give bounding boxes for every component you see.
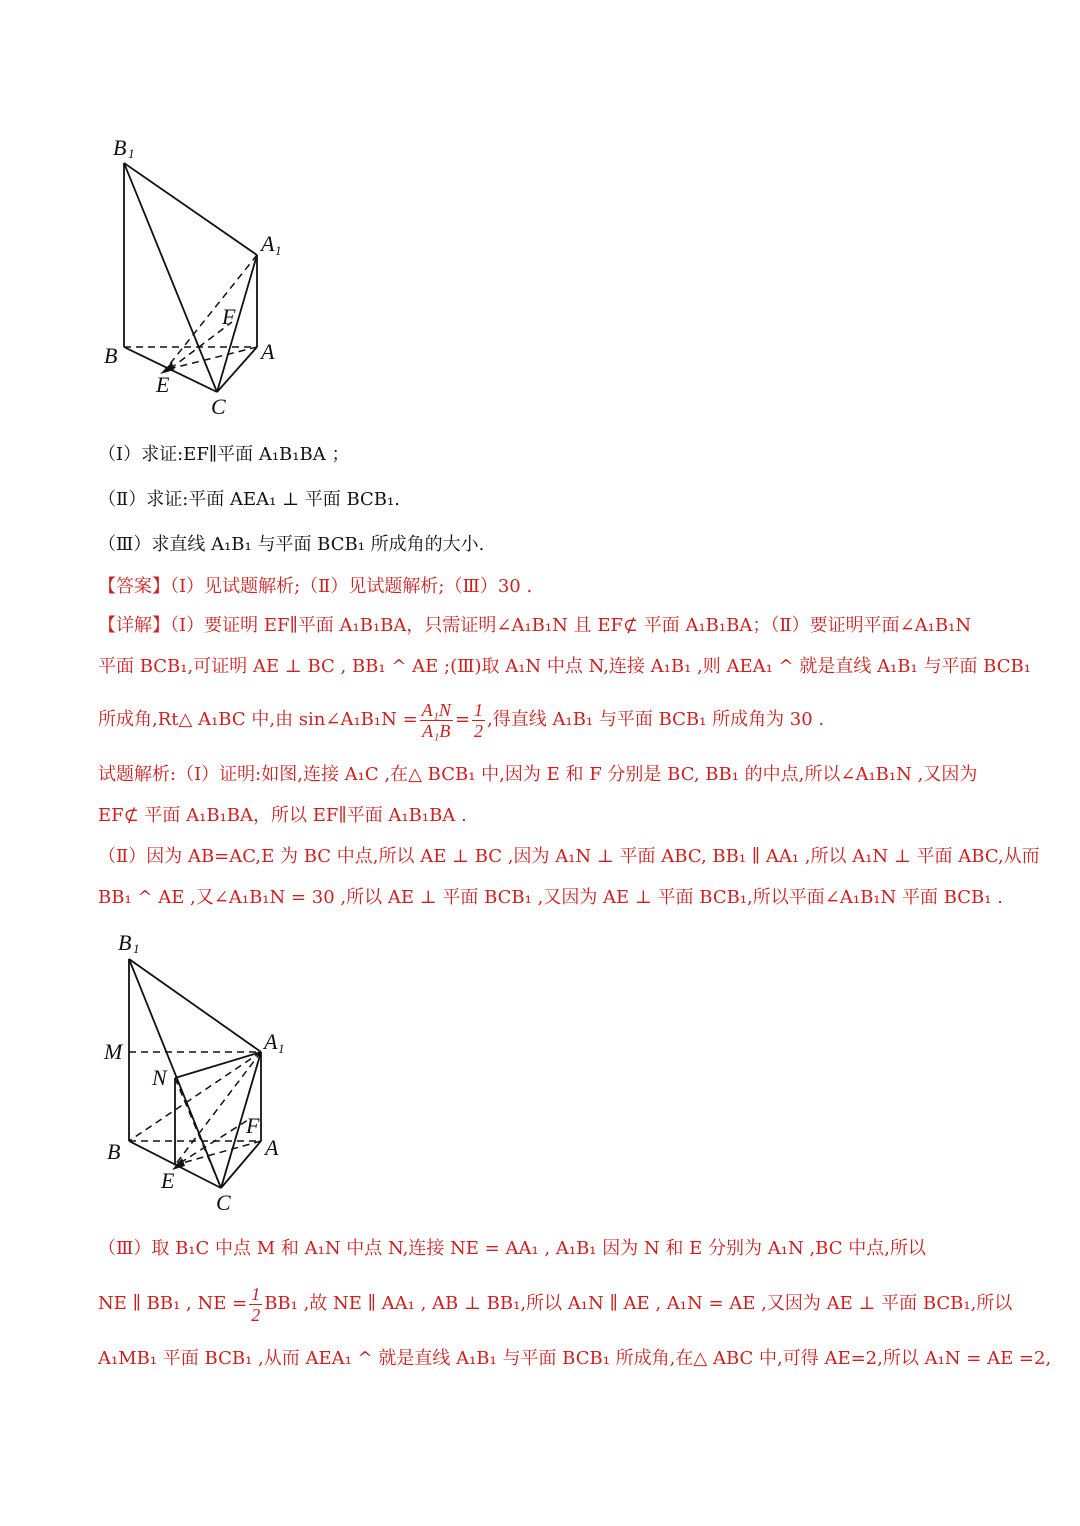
label-A: A: [265, 1135, 279, 1160]
detail-line-2: 平面 BCB₁,可证明 AE ⊥ BC , BB₁ ^ AE ;(Ⅲ)取 A₁N 中点 N,连接 A₁B₁ ,则 AEA₁ ^ 就是直线 A₁B₁ 与平面 BCB₁: [98, 656, 1031, 677]
label-E: E: [156, 372, 170, 397]
label-A1: A: [264, 1029, 278, 1054]
label-A1-sub: 1: [275, 243, 282, 258]
analysis-line-1: 试题解析:（Ⅰ）证明:如图,连接 A₁C ,在△ BCB₁ 中,因为 E 和 F 分别是 BC, BB₁ 的中点,所以∠A₁B₁N ,又因为: [98, 764, 978, 785]
figure-2-prism: [95, 925, 295, 1225]
figure-1-prism: [95, 130, 295, 430]
question-1: （Ⅰ）求证:EF∥平面 A₁B₁BA ；: [98, 444, 350, 465]
label-E: E: [161, 1168, 175, 1193]
analysis-line-7: A₁MB₁ 平面 BCB₁ ,从而 AEA₁ ^ 就是直线 A₁B₁ 与平面 BCB₁ 所成角,在△ ABC 中,可得 AE=2,所以 A₁N = AE =2,: [98, 1348, 1052, 1369]
answer-text: （Ⅰ）见试题解析;（Ⅱ）见试题解析;（Ⅲ）30 .: [170, 576, 533, 597]
analysis-line-4: BB₁ ^ AE ,又∠A₁B₁N = 30 ,所以 AE ⊥ 平面 BCB₁ ,又因为 AE ⊥ 平面 BCB₁,所以平面∠A₁B₁N 平面 BCB₁ .: [98, 887, 1003, 908]
detail-line-1: 【详解】（Ⅰ）要证明 EF∥平面 A₁B₁BA，只需证明∠A₁B₁N 且 EF⊄ 平面 A₁B₁BA；（Ⅱ）要证明平面∠A₁B₁N: [98, 615, 972, 636]
detail-line-3: 所成角,Rt△ A₁BC 中,由 sin∠A₁B₁N = $\frac{\text{A₁N}}{\text{A₁B}}$ = $\frac{1}{2}$ ,得直线 A₁B₁ 与平面 BCB₁ 所成角为 30 .: [98, 699, 825, 741]
label-B1: B: [113, 135, 127, 160]
question-2: （Ⅱ）求证:平面 AEA₁ ⊥ 平面 BCB₁.: [98, 489, 400, 510]
analysis-line-2: EF⊄ 平面 A₁B₁BA，所以 EF∥平面 A₁B₁BA .: [98, 805, 467, 826]
label-A1-sub: 1: [278, 1041, 285, 1056]
figure-2-diagram: [95, 925, 295, 1225]
answer-line: [98, 575, 998, 599]
label-F: F: [246, 1113, 260, 1138]
label-A: A: [261, 339, 275, 364]
label-B1-sub: 1: [128, 146, 135, 161]
label-C: C: [211, 394, 226, 419]
analysis-line-6: NE ∥ BB₁ , NE = $\frac{1}{2}$ BB₁ ,故 NE ∥ AA₁ , AB ⊥ BB₁,所以 A₁N ∥ AE , A₁N = AE ,又因为 AE ⊥ 平面 BCB₁,所以: [98, 1283, 1013, 1325]
fraction-sin: $\frac{\text{A₁N}}{\text{A₁B}}$: [421, 699, 451, 741]
label-B: B: [104, 343, 118, 368]
detail-label: 【详解】: [98, 615, 170, 636]
analysis-line-3: （Ⅱ）因为 AB=AC,E 为 BC 中点,所以 AE ⊥ BC ,因为 A₁N ⊥ 平面 ABC, BB₁ ∥ AA₁ ,所以 A₁N ⊥ 平面 ABC,从而: [98, 846, 1040, 867]
question-3: （Ⅲ）求直线 A₁B₁ 与平面 BCB₁ 所成角的大小.: [98, 534, 485, 555]
label-B1: B: [118, 930, 132, 955]
fraction-half-2: $\frac{1}{2}$: [251, 1283, 261, 1325]
label-C: C: [216, 1190, 231, 1215]
label-B1-sub: 1: [133, 941, 140, 956]
fraction-half: $\frac{1}{2}$: [474, 699, 484, 741]
label-F: F: [222, 304, 236, 329]
figure-1-diagram: [95, 130, 295, 430]
analysis-line-5: （Ⅲ）取 B₁C 中点 M 和 A₁N 中点 N,连接 NE = AA₁ , A₁B₁ 因为 N 和 E 分别为 A₁N ,BC 中点,所以: [98, 1238, 926, 1259]
label-A1: A: [261, 231, 275, 256]
label-B: B: [107, 1139, 121, 1164]
label-N: N: [152, 1065, 167, 1090]
answer-label: 【答案】: [98, 576, 170, 597]
label-M: M: [104, 1039, 123, 1064]
